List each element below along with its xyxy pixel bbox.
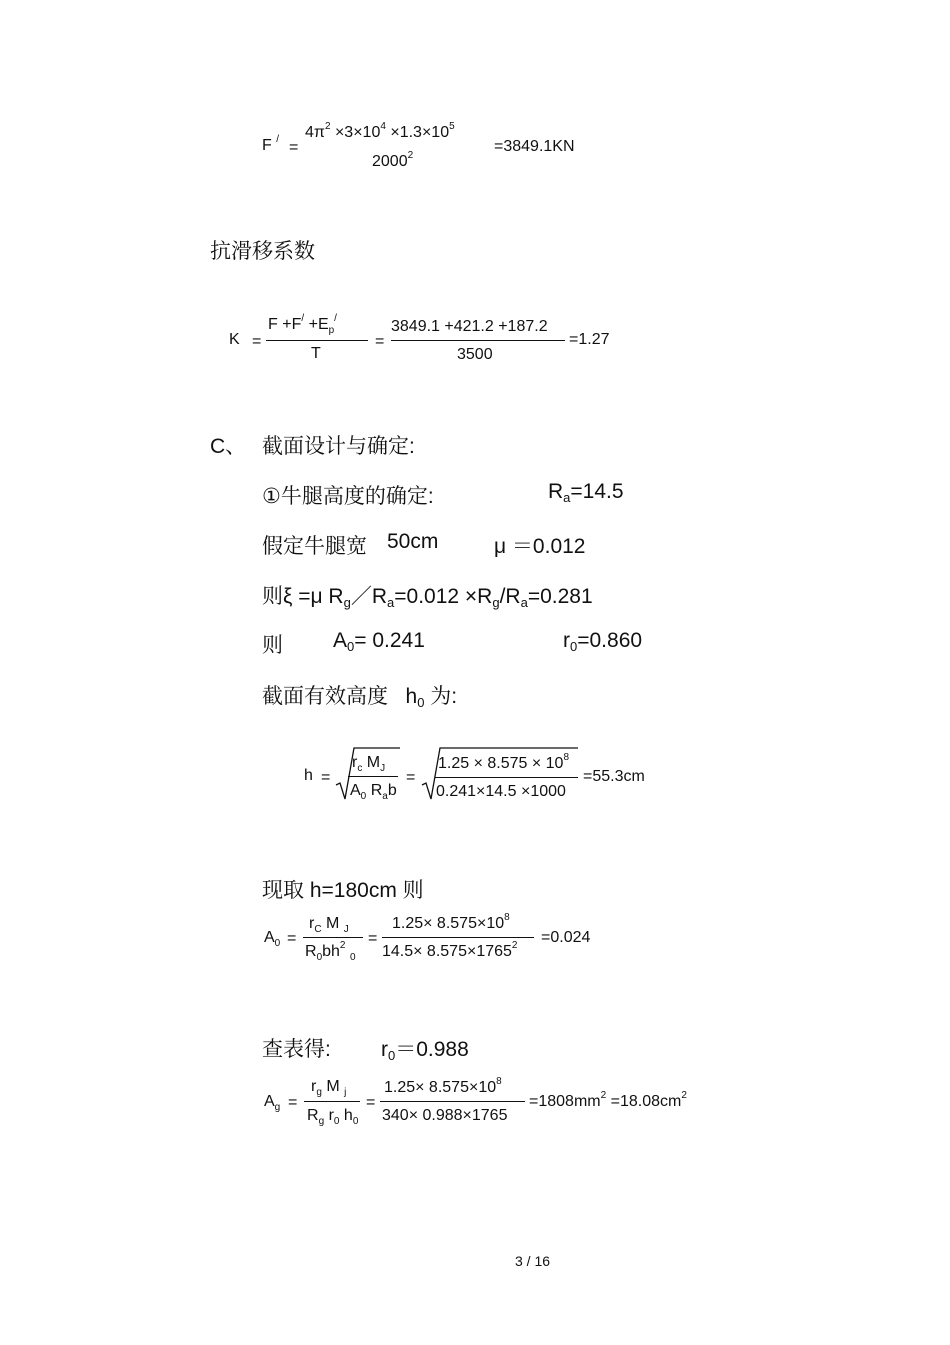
eq5-fraction-bar-1 [304, 1101, 360, 1102]
eq3-denominator-1: $A_0$ $R_ab$ [350, 782, 397, 802]
eq2-numerator: $F +F^/ +E_p^/$ [268, 313, 337, 336]
effective-height-label: 截面有效高度 h0 为: [262, 685, 458, 710]
eq1-result: =3849.1KN [494, 138, 575, 155]
assumed-width-value: 50cm [387, 530, 439, 553]
eq5-denominator-1: $R_g$ $r_0$ $h_0$ [307, 1107, 359, 1127]
heading-sliding-coefficient: 抗滑移系数 [210, 240, 315, 263]
eq4-denominator-2: $14.5\times 8.575\times 1765^2$ [382, 940, 518, 960]
eq5-lhs: $A_g$ [264, 1093, 281, 1113]
mu-value: μ ＝0.012 [494, 535, 586, 558]
section-c-title: 截面设计与确定: [262, 435, 415, 458]
lookup-table-label: 查表得: [262, 1038, 331, 1061]
eq4-numerator-1: $r_C$ M $_J$ [309, 915, 349, 935]
eq2-lhs: K [229, 331, 240, 348]
assumed-width-label: 假定牛腿宽 [262, 535, 367, 558]
eq4-denominator-1: $R_0bh^2$ $_0$ [305, 940, 356, 963]
eq4-equals: = [287, 930, 297, 947]
eq2-denominator-2: 3500 [457, 346, 493, 363]
r0-value: r0=0.860 [563, 629, 643, 654]
eq4-equals-2: = [368, 930, 378, 947]
eq3-lhs: h [304, 767, 313, 784]
then-label: 则 [262, 634, 283, 657]
eq5-equals: = [288, 1094, 298, 1111]
xi-equation: 则ξ =μ Rg／Ra=0.012 ×Rg/Ra=0.281 [262, 585, 593, 610]
eq2-equals-2: = [375, 333, 385, 350]
eq1-denominator: 2000$^2$ [372, 150, 414, 170]
eq2-fraction-bar-2 [391, 340, 565, 341]
eq4-fraction-bar-1 [303, 937, 363, 938]
eq3-result: =55.3cm [583, 768, 645, 785]
eq5-numerator-1: $r_g$ M $_j$ [311, 1078, 347, 1098]
eq5-result: $=1808mm^2 =18.08cm^2$ [529, 1090, 687, 1110]
eq5-fraction-bar-2 [380, 1101, 525, 1102]
ra-value: Ra=14.5 [548, 480, 624, 505]
eq3-numerator-2: $1.25 \times 8.575 \times 10^8$ [438, 752, 570, 772]
section-c-label: C、 [210, 435, 247, 458]
eq4-numerator-2: $1.25\times 8.575\times 10^8$ [392, 912, 510, 932]
take-h-line: 现取 h=180cm 则 [262, 879, 424, 902]
eq3-fraction-bar-1 [348, 776, 398, 777]
a0-value: A0= 0.241 [333, 629, 425, 654]
eq3-numerator-1: $r_c$ $M_J$ [352, 754, 386, 774]
eq3-fraction-bar-2 [435, 777, 578, 778]
eq1-numerator: $4\pi^2 \times 3\times 10^4 \times 1.3\times 10^5$ [305, 121, 455, 141]
eq4-result: =0.024 [541, 929, 591, 946]
corbel-height-heading: ①牛腿高度的确定: [262, 485, 434, 508]
eq5-numerator-2: $1.25\times 8.575\times 10^8$ [384, 1076, 502, 1096]
eq1-equals: = [289, 139, 299, 156]
eq3-denominator-2: 0.241×14.5 ×1000 [436, 783, 566, 800]
eq3-equals-2: = [406, 769, 416, 786]
eq2-denominator: T [311, 345, 321, 362]
eq2-result: =1.27 [569, 331, 610, 348]
eq2-fraction-bar-1 [266, 340, 368, 341]
eq2-numerator-2: 3849.1 +421.2 +187.2 [391, 318, 548, 335]
eq5-denominator-2: 340× 0.988×1765 [382, 1107, 508, 1124]
eq3-equals: = [321, 769, 331, 786]
r0-lookup-value: r0＝0.988 [381, 1038, 469, 1063]
eq5-equals-2: = [366, 1094, 376, 1111]
eq4-lhs: $A_0$ [264, 929, 281, 949]
eq4-fraction-bar-2 [382, 937, 534, 938]
eq2-equals: = [252, 333, 262, 350]
page-number: 3 / 16 [515, 1253, 551, 1269]
eq1-lhs: F / [262, 134, 280, 154]
